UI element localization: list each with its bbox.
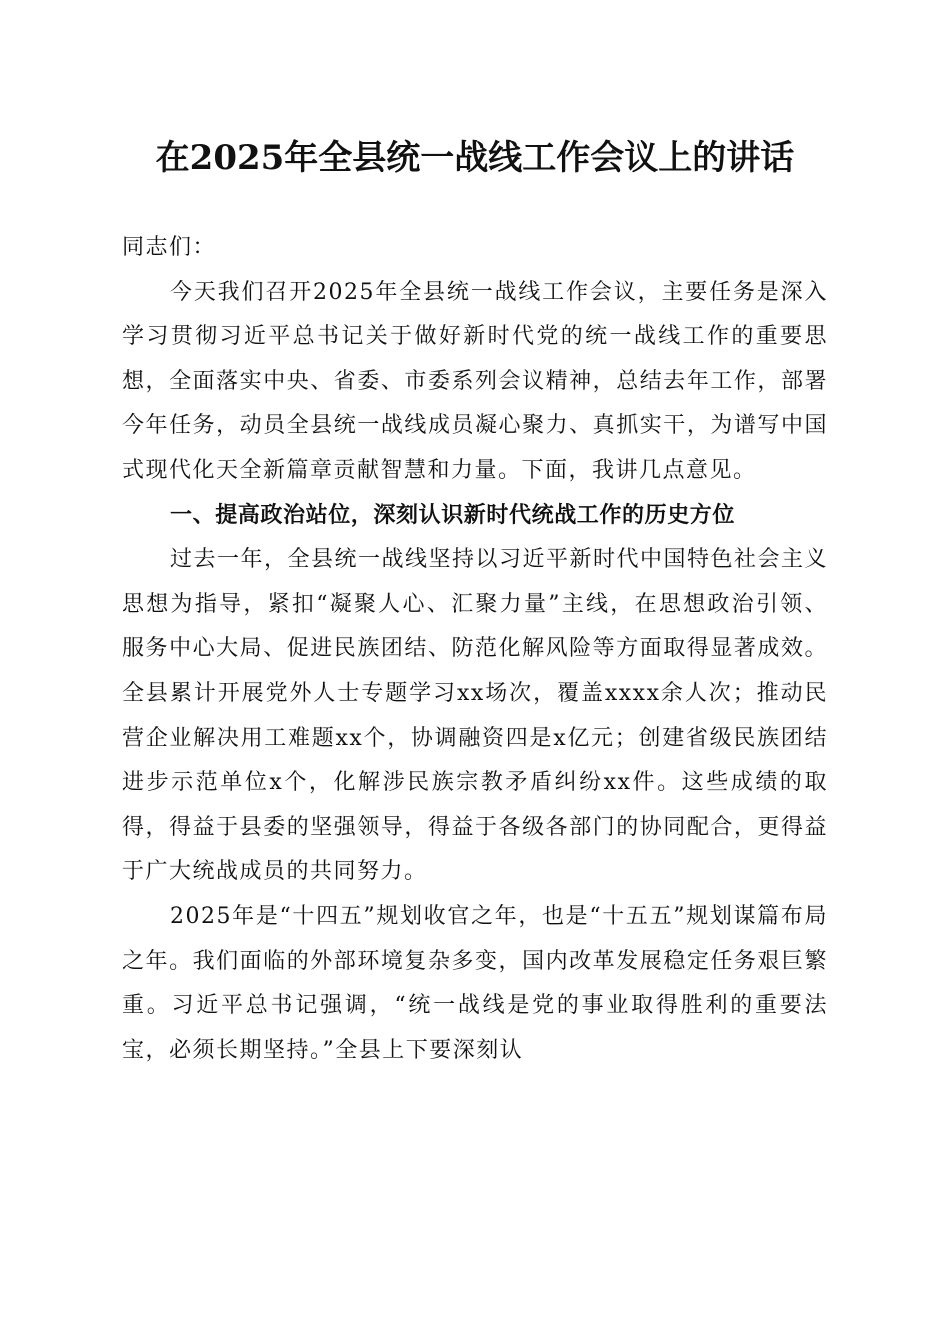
section-1-paragraph-1: 过去一年，全县统一战线坚持以习近平新时代中国特色社会主义思想为指导，紧扣“凝聚人心、汇聚力量”主线，在思想政治引领、服务中心大局、促进民族团结、防范化解风险等方面取得显著成效。全县累计开展党外人士专题学习xx场次，覆盖xxxx余人次；推动民营企业解决用工难题xx个，协调融资四是x亿元；创建省级民族团结进步示范单位x个，化解涉民族宗教矛盾纠纷xx件。这些成绩的取得，得益于县委的坚强领导，得益于各级各部门的协同配合，更得益于广大统战成员的共同努力。	[122, 547, 829, 885]
document-title: 在2025年全县统一战线工作会议上的讲话	[155, 138, 795, 178]
intro-paragraph: 今天我们召开2025年全县统一战线工作会议，主要任务是深入学习贯彻习近平总书记关于做好新时代党的统一战线工作的重要思想，全面落实中央、省委、市委系列会议精神，总结去年工作，部署今年任务，动员全县统一战线成员凝心聚力、真抓实干，为谱写中国式现代化天全新篇章贡献智慧和力量。下面，我讲几点意见。	[122, 279, 828, 483]
document-body	[122, 226, 828, 1073]
section-heading-1: 一、提高政治站位，深刻认识新时代统战工作的历史方位	[170, 502, 736, 528]
salutation: 同志们：	[122, 235, 217, 260]
section-1-paragraph-2: 2025年是“十四五”规划收官之年，也是“十五五”规划谋篇布局之年。我们面临的外部环境复杂多变，国内改革发展稳定任务艰巨繁重。习近平总书记强调，“统一战线是党的事业取得胜利的重要法宝，必须长期坚持。”全县上下要深刻认	[122, 903, 828, 1063]
